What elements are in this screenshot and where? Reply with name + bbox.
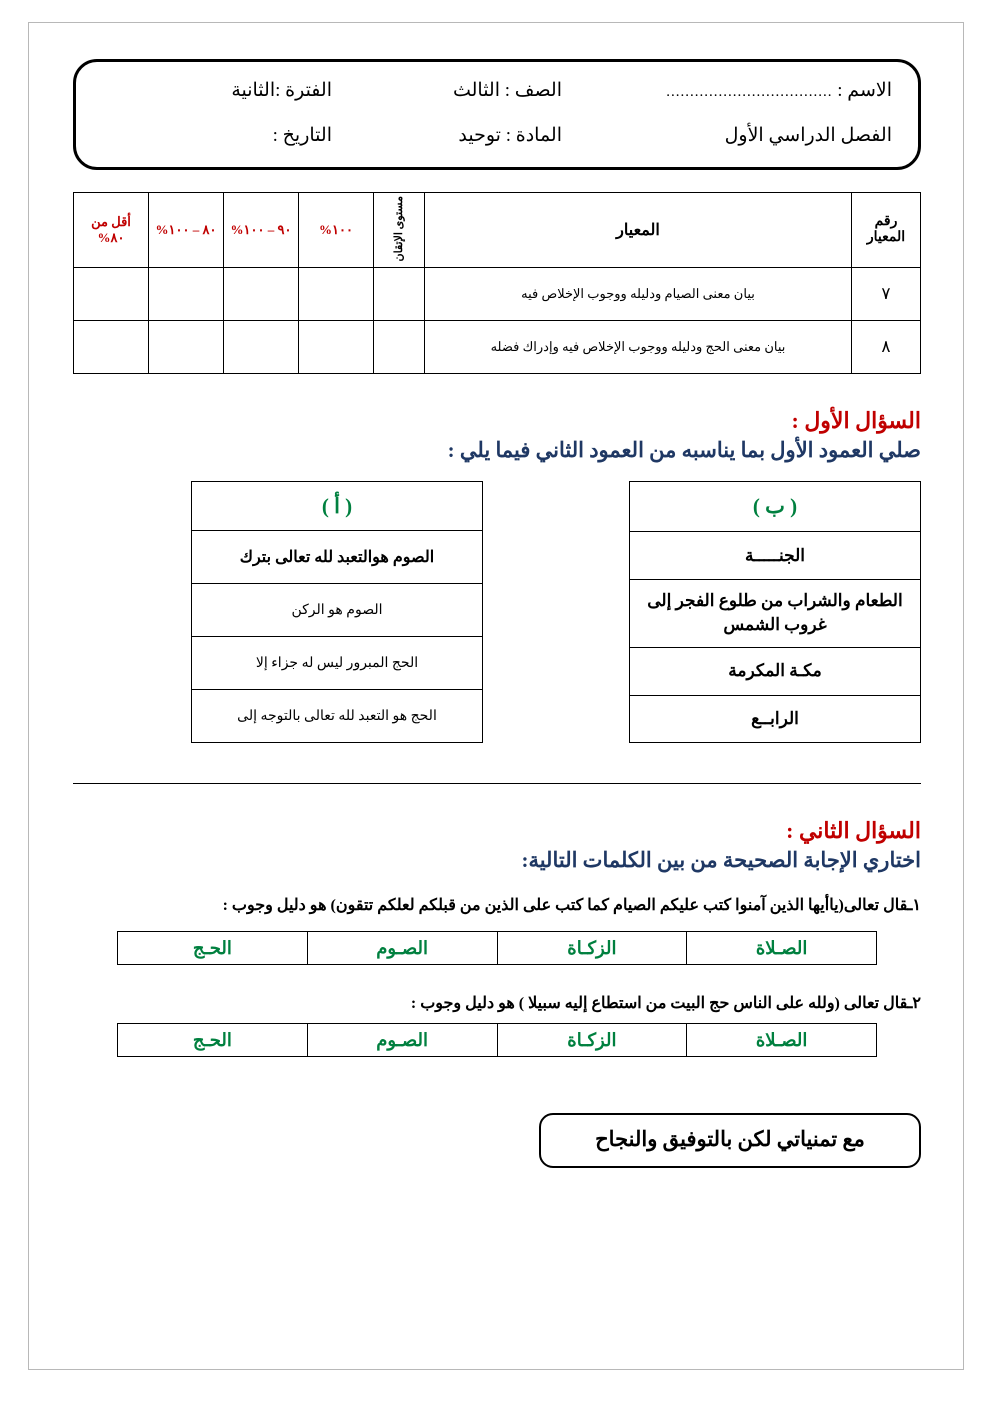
question-1-title: السؤال الأول : bbox=[791, 408, 921, 434]
student-info-box bbox=[73, 59, 921, 170]
q2-item1-choice-1[interactable]: الصـلاة bbox=[687, 932, 877, 965]
column-b-head: ( ب ) bbox=[630, 482, 921, 532]
table-row bbox=[630, 695, 921, 743]
q2-item1-choice-4[interactable]: الحـج bbox=[118, 932, 308, 965]
header-row-2 bbox=[102, 121, 892, 151]
criteria-row-1-pct-90[interactable] bbox=[224, 268, 299, 321]
column-b-item-4[interactable]: الرابــع bbox=[630, 695, 921, 743]
criteria-table bbox=[73, 192, 921, 374]
criteria-row-1-pct-less[interactable] bbox=[74, 268, 149, 321]
criteria-row-2-pct-less[interactable] bbox=[74, 321, 149, 374]
question-2-item-1-text: ١ـقال تعالى(ياأيها الذين آمنوا كتب عليكم الصيام كما كتب على الذين من قبلكم لعلكم تتقون) هو دليل وجوب : bbox=[222, 897, 921, 915]
criteria-header-pct-80: ٨٠ – ١٠٠% bbox=[149, 193, 224, 268]
column-b-item-3[interactable]: مكـة المكرمة bbox=[630, 647, 921, 695]
column-b-item-2[interactable]: الطعام والشراب من طلوع الفجر إلى غروب الشمس bbox=[630, 579, 921, 647]
table-row bbox=[192, 482, 483, 531]
column-a-head: ( أ ) bbox=[192, 482, 483, 531]
header-row-1 bbox=[102, 76, 892, 107]
question-2-item-2-choices bbox=[117, 1023, 877, 1057]
question-2-item-1-choices bbox=[117, 931, 877, 965]
subject-label: المادة : توحيد bbox=[458, 125, 562, 146]
table-row bbox=[74, 321, 921, 374]
table-row bbox=[74, 268, 921, 321]
matching-area bbox=[73, 481, 921, 743]
q2-item1-choice-3[interactable]: الصـوم bbox=[307, 932, 497, 965]
q2-item2-choice-2[interactable]: الزكـاة bbox=[497, 1024, 687, 1057]
criteria-header-row bbox=[74, 193, 921, 268]
table-row bbox=[630, 532, 921, 580]
student-name-field bbox=[562, 76, 892, 107]
term-label: الفصل الدراسي الأول bbox=[724, 125, 892, 146]
column-a-item-1[interactable]: الصوم هوالتعبد لله تعالى بترك bbox=[192, 531, 483, 584]
table-row bbox=[192, 637, 483, 690]
exam-page bbox=[28, 22, 964, 1370]
criteria-row-1-criterion: بيان معنى الصيام ودليله ووجوب الإخلاص فيه bbox=[425, 268, 852, 321]
grade-label: الصف : الثالث bbox=[452, 80, 562, 101]
criteria-row-1-level[interactable] bbox=[374, 268, 425, 321]
q2-item1-choice-2[interactable]: الزكـاة bbox=[497, 932, 687, 965]
criteria-row-2-pct-80[interactable] bbox=[149, 321, 224, 374]
matching-column-b bbox=[629, 481, 921, 743]
student-name-value: ................................... bbox=[666, 84, 833, 100]
q2-item2-choice-1[interactable]: الصـلاة bbox=[687, 1024, 877, 1057]
criteria-header-level-text: مستوى الإتقان bbox=[393, 196, 405, 262]
question-2-item-2-text: ٢ـقال تعالى (ولله على الناس حج البيت من استطاع إليه سبيلا ) هو دليل وجوب : bbox=[410, 995, 921, 1013]
table-row bbox=[192, 531, 483, 584]
criteria-row-2-pct-90[interactable] bbox=[224, 321, 299, 374]
criteria-row-2-num: ٨ bbox=[852, 321, 921, 374]
question-2-title: السؤال الثاني : bbox=[786, 818, 921, 844]
table-row bbox=[192, 584, 483, 637]
criteria-row-1-num: ٧ bbox=[852, 268, 921, 321]
column-a-item-3[interactable]: الحج المبرور ليس له جزاء إلا bbox=[192, 637, 483, 690]
column-a-item-2[interactable]: الصوم هو الركن bbox=[192, 584, 483, 637]
criteria-row-2-criterion: بيان معنى الحج ودليله ووجوب الإخلاص فيه وإدراك فضله bbox=[425, 321, 852, 374]
criteria-header-pct-90: ٩٠ – ١٠٠% bbox=[224, 193, 299, 268]
criteria-header-criterion: المعيار bbox=[425, 193, 852, 268]
column-a-item-4[interactable]: الحج هو التعبد لله تعالى بالتوجه إلى bbox=[192, 690, 483, 743]
table-row bbox=[118, 1024, 877, 1057]
question-2-instruction: اختاري الإجابة الصحيحة من بين الكلمات التالية: bbox=[521, 848, 921, 873]
date-label: التاريخ : bbox=[272, 125, 332, 146]
matching-column-a bbox=[191, 481, 483, 743]
question-1-instruction: صلي العمود الأول بما يناسبه من العمود الثاني فيما يلي : bbox=[447, 438, 921, 463]
criteria-row-1-pct-100[interactable] bbox=[299, 268, 374, 321]
page-content bbox=[73, 59, 921, 1168]
criteria-row-2-pct-100[interactable] bbox=[299, 321, 374, 374]
criteria-header-pct-less: أقل من ٨٠% bbox=[74, 193, 149, 268]
table-row bbox=[192, 690, 483, 743]
q2-item2-choice-3[interactable]: الصـوم bbox=[307, 1024, 497, 1057]
table-row bbox=[630, 482, 921, 532]
period-label: الفترة :الثانية bbox=[231, 80, 332, 101]
q2-item2-choice-4[interactable]: الحـج bbox=[118, 1024, 308, 1057]
table-row bbox=[630, 579, 921, 647]
table-row bbox=[118, 932, 877, 965]
criteria-header-pct-100: ١٠٠% bbox=[299, 193, 374, 268]
criteria-row-1-pct-80[interactable] bbox=[149, 268, 224, 321]
column-b-item-1[interactable]: الجنـــــة bbox=[630, 532, 921, 580]
good-luck-box: مع تمنياتي لكن بالتوفيق والنجاح bbox=[539, 1113, 921, 1168]
section-divider bbox=[73, 783, 921, 784]
table-row bbox=[630, 647, 921, 695]
criteria-row-2-level[interactable] bbox=[374, 321, 425, 374]
criteria-header-level bbox=[374, 193, 425, 268]
student-name-label: الاسم : bbox=[837, 80, 892, 101]
criteria-header-num: رقم المعيار bbox=[852, 193, 921, 268]
